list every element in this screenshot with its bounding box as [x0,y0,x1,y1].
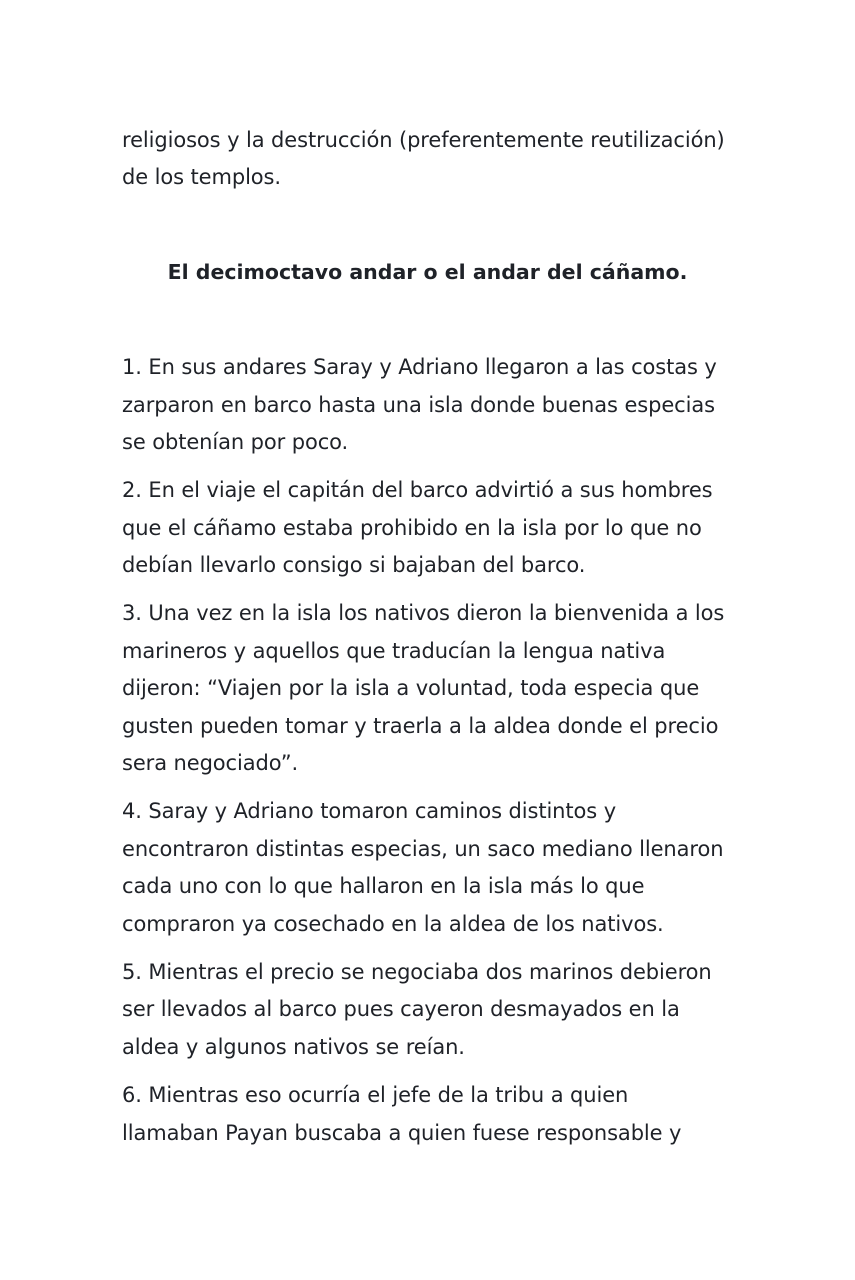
paragraph-2-line-2: que el cáñamo estaba prohibido en la isla por lo que no [122,516,702,540]
paragraph-6-line-2: llamaban Payan buscaba a quien fuese responsable y [122,1121,682,1145]
paragraph-4-line-3: cada uno con lo que hallaron en la isla más lo que [122,874,645,898]
paragraph-3-line-1: 3. Una vez en la isla los nativos dieron la bienvenida a los [122,601,725,625]
paragraph-2-line-3: debían llevarlo consigo si bajaban del barco. [122,553,586,577]
paragraph-5-line-3: aldea y algunos nativos se reían. [122,1035,465,1059]
intro-line-2: de los templos. [122,165,281,189]
paragraph-6-line-1: 6. Mientras eso ocurría el jefe de la tribu a quien [122,1083,629,1107]
paragraph-3-line-5: sera negociado”. [122,751,299,775]
paragraph-4-line-4: compraron ya cosechado en la aldea de los nativos. [122,912,664,936]
paragraph-1-line-1: 1. En sus andares Saray y Adriano llegaron a las costas y [122,355,717,379]
paragraph-3-line-3: dijeron: “Viajen por la isla a voluntad, toda especia que [122,676,700,700]
paragraph-2-line-1: 2. En el viaje el capitán del barco advirtió a sus hombres [122,478,713,502]
paragraph-3-line-4: gusten pueden tomar y traerla a la aldea donde el precio [122,714,719,738]
paragraph-4-line-2: encontraron distintas especias, un saco mediano llenaron [122,837,724,861]
intro-line-1: religiosos y la destrucción (preferentemente reutilización) [122,128,725,152]
paragraph-5-line-2: ser llevados al barco pues cayeron desmayados en la [122,997,680,1021]
paragraph-5-line-1: 5. Mientras el precio se negociaba dos marinos debieron [122,960,712,984]
section-heading: El decimoctavo andar o el andar del cáñamo. [167,260,688,284]
paragraph-1-line-2: zarparon en barco hasta una isla donde buenas especias [122,393,715,417]
paragraph-3-line-2: marineros y aquellos que traducían la lengua nativa [122,639,666,663]
paragraph-1-line-3: se obtenían por poco. [122,430,349,454]
paragraph-4-line-1: 4. Saray y Adriano tomaron caminos distintos y [122,799,617,823]
